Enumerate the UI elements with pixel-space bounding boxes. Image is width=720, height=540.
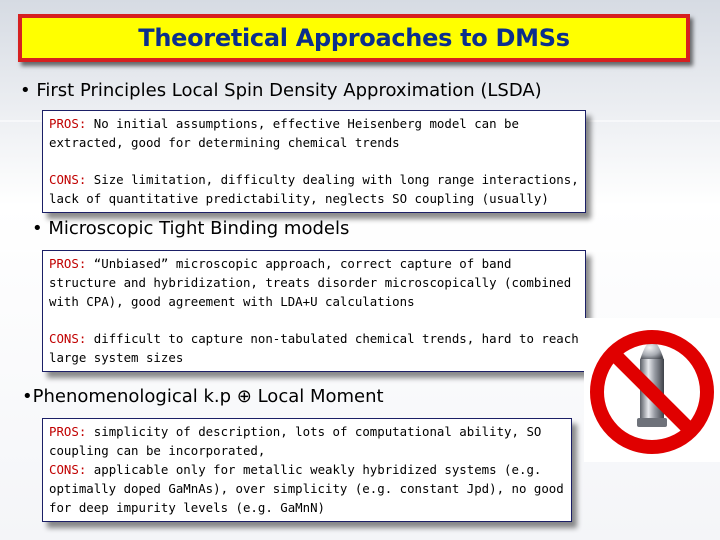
title-banner (18, 14, 690, 62)
cons-text: Size limitation, difficulty dealing with long range interactions, lack of quantitative predictability, neglects SO coupling (usually) (49, 172, 579, 206)
pros-label: PROS: (49, 256, 87, 271)
kp-pros (49, 422, 565, 460)
lsda-pros (49, 114, 579, 152)
cons-text: difficult to capture non-tabulated chemical trends, hard to reach large system sizes (49, 331, 579, 365)
tight-binding-pros-cons-box (42, 250, 586, 372)
slide-title: Theoretical Approaches to DMSs (138, 24, 570, 52)
pros-label: PROS: (49, 116, 87, 131)
cons-label: CONS: (49, 462, 87, 477)
tight-binding-cons (49, 329, 579, 367)
cons-label: CONS: (49, 331, 87, 346)
pros-text: No initial assumptions, effective Heisenberg model can be extracted, good for determining chemical trends (49, 116, 519, 150)
pros-text: simplicity of description, lots of computational ability, SO coupling can be incorporated, (49, 424, 542, 458)
section-heading-lsda: • First Principles Local Spin Density Approximation (LSDA) (20, 80, 542, 101)
section-heading-kp-local-moment: •Phenomenological k.p ⊕ Local Moment (22, 386, 384, 407)
cons-label: CONS: (49, 172, 87, 187)
pros-label: PROS: (49, 424, 87, 439)
pros-text: “Unbiased” microscopic approach, correct capture of band structure and hybridization, treats disorder microscopically (combined with CPA), good agreement with LDA+U calculations (49, 256, 572, 309)
lsda-pros-cons-box (42, 110, 586, 213)
tight-binding-pros (49, 254, 579, 311)
section-heading-tight-binding: • Microscopic Tight Binding models (32, 218, 350, 239)
lsda-cons (49, 170, 579, 208)
cons-text: applicable only for metallic weakly hybridized systems (e.g. optimally doped GaMnAs), over simplicity (e.g. constant Jpd), no good for deep impurity levels (e.g. GaMnN) (49, 462, 564, 515)
kp-cons (49, 460, 565, 517)
kp-local-moment-pros-cons-box (42, 418, 572, 522)
no-silver-bullet-icon (584, 318, 720, 462)
